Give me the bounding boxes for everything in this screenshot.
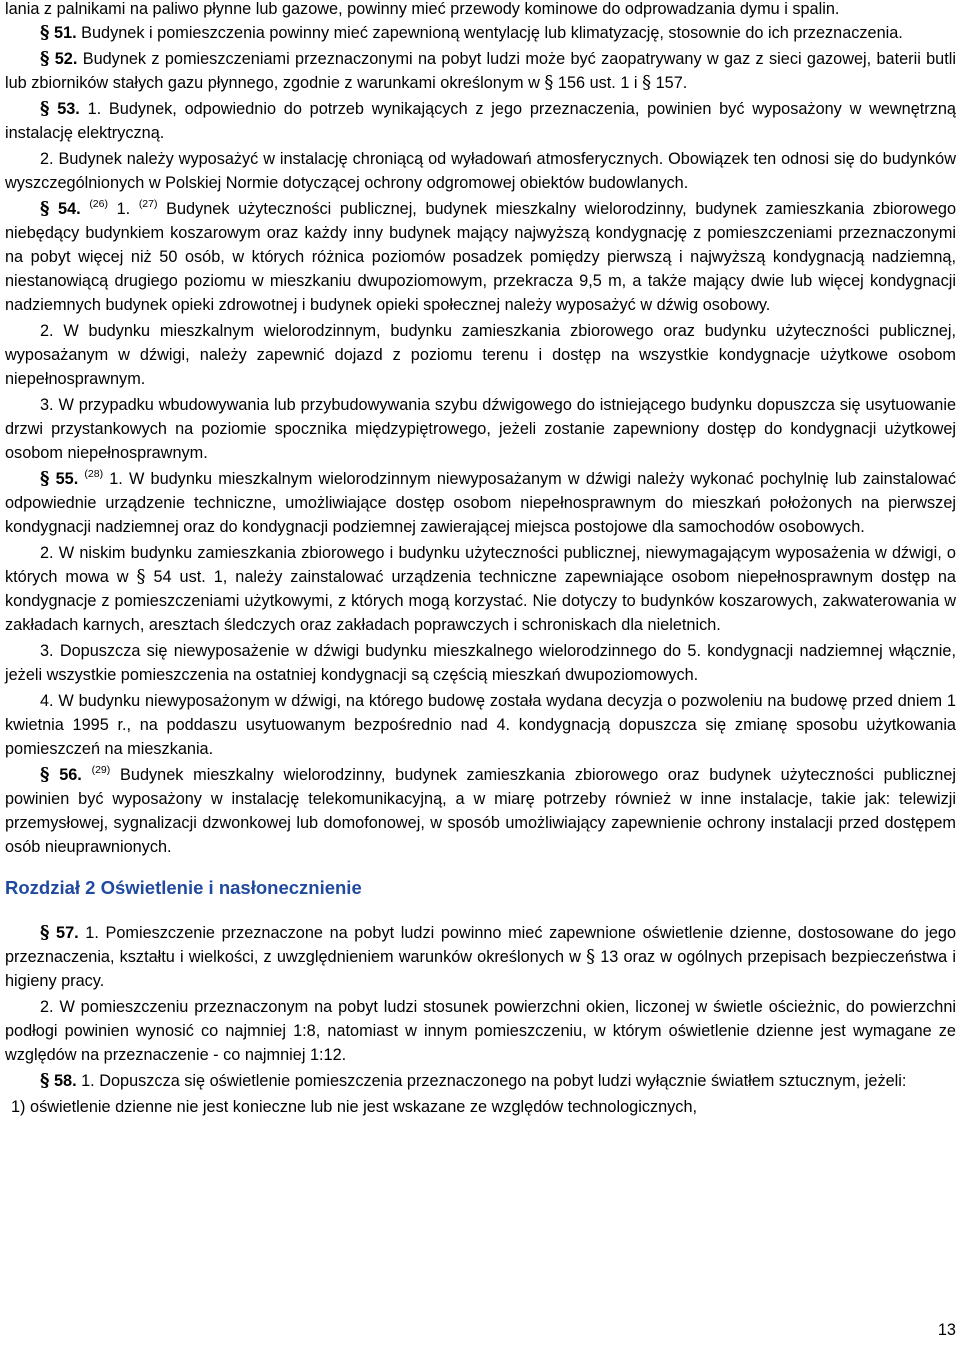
paragraph-text: 157.	[651, 74, 688, 92]
section-sign: §	[40, 764, 50, 785]
paragraph-58-1	[5, 1069, 956, 1093]
paragraph-text: 1. Pomieszczenie przeznaczone na pobyt ludzi powinno mieć zapewnione oświetlenie dzienne, dostosowane do jego przeznaczenia, kształtu i wielkości, z uwzględnieniem warunków określonych w	[5, 924, 956, 966]
section-ref: §	[136, 566, 146, 587]
section-sign: §	[40, 198, 50, 219]
footnote-ref: (29)	[91, 764, 111, 776]
section-sign: §	[40, 1070, 50, 1091]
paragraph-number: 56.	[59, 766, 82, 784]
paragraph-text: 54 ust. 1, należy zainstalować urządzenia techniczne zapewniające osobom niepełnosprawnym dostęp na kondygnacje z pomieszczeniami użytkowymi, z których mogą korzystać. Nie dotyczy to budynków koszarowych, zakwaterowania w zakładach karnych, aresztach śledczych oraz zakładach poprawczych i schroniskach dla nieletnich.	[5, 568, 956, 634]
paragraph-text: Budynek z pomieszczeniami przeznaczonymi na pobyt ludzi może być zaopatrywany w gaz z sieci gazowej, baterii butli lub zbiorników stałych gazu płynnego, zgodnie z warunkami określonym w	[5, 50, 956, 92]
footnote-ref: (28)	[84, 468, 104, 480]
paragraph-53-2: 2. Budynek należy wyposażyć w instalację chroniącą od wyładowań atmosferycznych. Obowiązek ten odnosi się do budynków wyszczególnionych w Polskiej Normie dotyczącej ochrony odgromowej obiektów budowlanych.	[5, 150, 956, 192]
paragraph-54-3: 3. W przypadku wbudowywania lub przybudowywania szybu dźwigowego do istniejącego budynku dopuszcza się usytuowanie drzwi przystankowych na poziomie spocznika międzypiętrowego, jeżeli zostanie zapewniony dostęp do kondygnacji użytkowej osobom niepełnosprawnym.	[5, 396, 956, 462]
paragraph-number: 54.	[58, 200, 81, 218]
paragraph-text: 1. Dopuszcza się oświetlenie pomieszczenia przeznaczonego na pobyt ludzi wyłącznie światłem sztucznym, jeżeli:	[76, 1072, 907, 1090]
paragraph-55-3: 3. Dopuszcza się niewyposażenie w dźwigi budynku mieszkalnego wielorodzinnego do 5. kondygnacji nadziemnej włącznie, jeżeli wszystkie pomieszczenia na ostatniej kondygnacji są częścią mieszkań dwupoziomowych.	[5, 642, 956, 684]
paragraph-52	[5, 47, 956, 95]
paragraph-57-2: 2. W pomieszczeniu przeznaczonym na pobyt ludzi stosunek powierzchni okien, liczonej w świetle ościeżnic, do powierzchni podłogi powinien wynosić co najmniej 1:8, natomiast w innym pomieszczeniu, w którym oświetlenie dzienne jest wymagane ze względów na przeznaczenie - co najmniej 1:12.	[5, 998, 956, 1064]
paragraph-number: 55.	[55, 470, 79, 488]
paragraph-text: 1. Budynek, odpowiednio do potrzeb wynikających z jego przeznaczenia, powinien być wyposażony w wewnętrzną instalację elektryczną.	[5, 100, 956, 142]
paragraph-text: Budynek mieszkalny wielorodzinny, budynek zamieszkania zbiorowego oraz budynek użyteczności publicznej powinien być wyposażony w instalację telekomunikacyjną, a w miarę potrzeby również w inne instalacje, takie jak: telewizji przemysłowej, sygnalizacji dzwonkowej lub domofonowej, w sposób umożliwiający zapewnienie ochrony instalacji przed dostępem osób nieuprawnionych.	[5, 766, 956, 856]
paragraph-54-2: 2. W budynku mieszkalnym wielorodzinnym, budynku zamieszkania zbiorowego oraz budynku użyteczności publicznej, wyposażanym w dźwigi, należy zapewnić dojazd z poziomu terenu i dostęp na wszystkie kondygnacje użytkowe osobom niepełnosprawnym.	[5, 322, 956, 388]
paragraph-53-1	[5, 97, 956, 145]
paragraph-55-2	[5, 541, 956, 637]
paragraph-54-1	[5, 197, 956, 317]
chapter-heading: Rozdział 2 Oświetlenie i nasłonecznienie	[5, 877, 362, 898]
page-number: 13	[937, 1321, 956, 1339]
footnote-ref: (27)	[138, 198, 158, 210]
section-ref: §	[642, 72, 652, 93]
list-item	[5, 1095, 956, 1119]
paragraph-text: 13 oraz w ogólnych przepisach bezpieczeństwa i higieny pracy.	[5, 948, 956, 990]
paragraph-number: 57.	[56, 924, 79, 942]
paragraph-number: 51.	[53, 24, 77, 42]
section-sign: §	[40, 468, 50, 489]
paragraph-57-1	[5, 921, 956, 993]
paragraph-text: Budynek i pomieszczenia powinny mieć zapewnioną wentylację lub klimatyzację, stosownie do ich przeznaczenia.	[76, 24, 903, 42]
paragraph-text: 156 ust. 1 i	[553, 74, 643, 92]
paragraph-number: 58.	[53, 1072, 77, 1090]
section-sign: §	[40, 98, 50, 119]
document-page	[5, 0, 956, 1119]
paragraph-number: 52.	[54, 50, 78, 68]
footnote-ref: (26)	[89, 198, 108, 210]
paragraph-number: 53.	[57, 100, 80, 118]
section-sign: §	[40, 22, 50, 43]
section-sign: §	[40, 922, 50, 943]
paragraph-51	[5, 21, 956, 45]
paragraph-50-continuation: lania z palnikami na paliwo płynne lub gazowe, powinny mieć przewody kominowe do odprowadzania dymu i spalin.	[5, 0, 840, 18]
paragraph-55-1	[5, 467, 956, 539]
paragraph-56	[5, 763, 956, 859]
paragraph-text: Budynek użyteczności publicznej, budynek mieszkalny wielorodzinny, budynek zamieszkania zbiorowego niebędący budynkiem koszarowym oraz każdy inny budynek mający najwyższą kondygnację z pomieszczeniami przeznaczonymi na pobyt więcej niż 50 osób, w których różnica poziomów posadzek pomiędzy pierwszą i najwyższą kondygnacją nadziemną, niestanowiącą drugiego poziomu w mieszkaniu dwupoziomowym, przekracza 9,5 m, a także mający dwie lub więcej kondygnacji nadziemnych budynek opieki zdrowotnej i budynek opieki społecznej należy wyposażyć w dźwig osobowy.	[5, 200, 956, 314]
paragraph-55-4: 4. W budynku niewyposażonym w dźwigi, na którego budowę została wydana decyzja o pozwoleniu na budowę przed dniem 1 kwietnia 1995 r., na poddaszu usytuowanym bezpośrednio nad 4. kondygnacją dopuszcza się zmianę sposobu użytkowania pomieszczeń na mieszkania.	[5, 692, 956, 758]
list-item-number: 1)	[11, 1098, 26, 1116]
section-ref: §	[586, 946, 596, 967]
paragraph-text: 1. W budynku mieszkalnym wielorodzinnym niewyposażanym w dźwigi należy wykonać pochylnię lub zainstalować odpowiednie urządzenie techniczne, umożliwiające dostęp osobom niepełnosprawnym do mieszkań położonych na pierwszej kondygnacji nadziemnej oraz do kondygnacji podziemnej zawierającej miejsca postojowe dla samochodów osobowych.	[5, 470, 956, 536]
list-item-text: oświetlenie dzienne nie jest konieczne lub nie jest wskazane ze względów technologicznych,	[30, 1098, 698, 1116]
paragraph-text: 1.	[108, 200, 139, 218]
section-ref: §	[544, 72, 554, 93]
paragraph-text: 2. W niskim budynku zamieszkania zbiorowego i budynku użyteczności publicznej, niewymagającym wyposażenia w dźwigi, o których mowa w	[5, 544, 956, 586]
section-sign: §	[40, 48, 50, 69]
